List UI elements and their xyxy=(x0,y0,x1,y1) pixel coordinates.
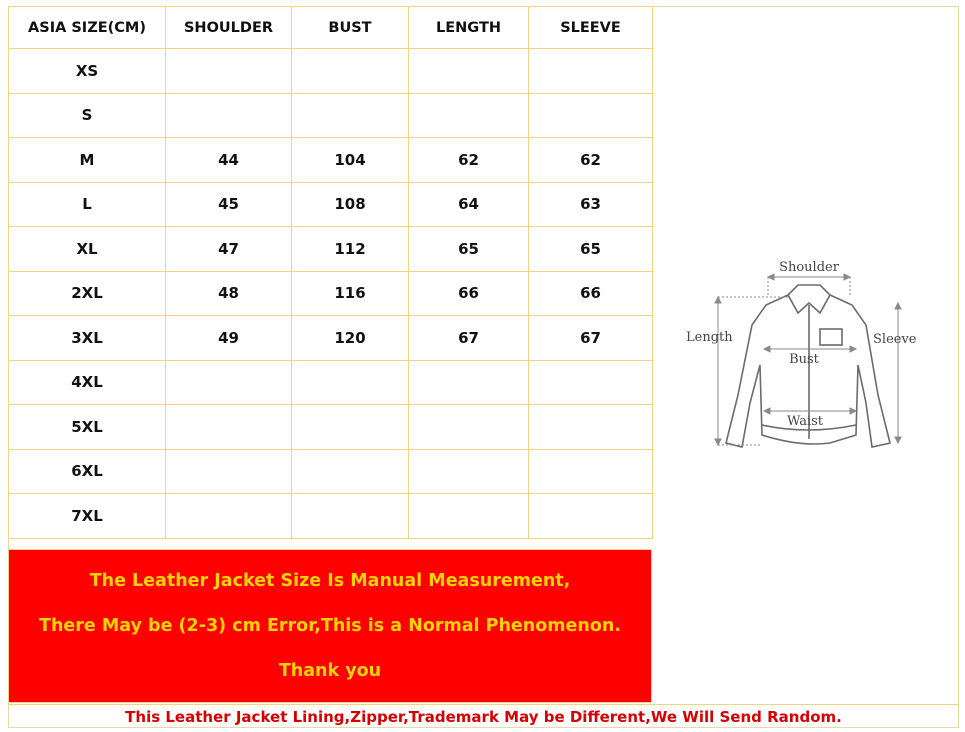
table-row xyxy=(9,93,653,138)
length-cell xyxy=(409,494,529,539)
table-row xyxy=(9,49,653,94)
bust-cell xyxy=(292,360,409,405)
size-cell: S xyxy=(9,93,166,138)
jacket-measurement-diagram xyxy=(670,225,950,510)
sleeve-cell: 66 xyxy=(529,271,653,316)
length-cell: 62 xyxy=(409,138,529,183)
table-header-row xyxy=(9,7,653,49)
sleeve-cell: 65 xyxy=(529,227,653,272)
sleeve-cell xyxy=(529,93,653,138)
sleeve-label: Sleeve xyxy=(873,332,917,347)
size-cell: M xyxy=(9,138,166,183)
bust-cell xyxy=(292,494,409,539)
length-cell xyxy=(409,405,529,450)
shoulder-cell xyxy=(166,449,292,494)
footer-disclaimer: This Leather Jacket Lining,Zipper,Trademark May be Different,We Will Send Random. xyxy=(8,704,959,729)
length-cell: 65 xyxy=(409,227,529,272)
table-row xyxy=(9,360,653,405)
shoulder-cell xyxy=(166,93,292,138)
shoulder-cell xyxy=(166,494,292,539)
size-cell: XS xyxy=(9,49,166,94)
header-shoulder: SHOULDER xyxy=(166,7,292,49)
sleeve-cell xyxy=(529,49,653,94)
bust-cell: 120 xyxy=(292,316,409,361)
table-row xyxy=(9,405,653,450)
size-cell: 4XL xyxy=(9,360,166,405)
notice-line-1: The Leather Jacket Size Is Manual Measurement, xyxy=(89,571,571,591)
length-cell xyxy=(409,360,529,405)
table-row xyxy=(9,494,653,539)
sleeve-cell xyxy=(529,449,653,494)
length-cell: 64 xyxy=(409,182,529,227)
sleeve-cell: 63 xyxy=(529,182,653,227)
bust-cell: 104 xyxy=(292,138,409,183)
shoulder-label: Shoulder xyxy=(779,260,839,275)
jacket-diagram-svg xyxy=(670,225,950,510)
size-cell: 6XL xyxy=(9,449,166,494)
size-cell: L xyxy=(9,182,166,227)
notice-line-2: There May be (2-3) cm Error,This is a Normal Phenomenon. xyxy=(39,616,621,636)
bust-cell xyxy=(292,49,409,94)
table-row xyxy=(9,449,653,494)
bust-cell: 116 xyxy=(292,271,409,316)
size-cell: 3XL xyxy=(9,316,166,361)
length-cell xyxy=(409,49,529,94)
shoulder-cell: 49 xyxy=(166,316,292,361)
size-cell: XL xyxy=(9,227,166,272)
header-bust: BUST xyxy=(292,7,409,49)
shoulder-cell: 45 xyxy=(166,182,292,227)
shoulder-cell: 47 xyxy=(166,227,292,272)
size-cell: 5XL xyxy=(9,405,166,450)
length-cell xyxy=(409,449,529,494)
header-length: LENGTH xyxy=(409,7,529,49)
sleeve-cell xyxy=(529,494,653,539)
size-cell: 2XL xyxy=(9,271,166,316)
table-row xyxy=(9,271,653,316)
bust-cell: 112 xyxy=(292,227,409,272)
sleeve-cell xyxy=(529,360,653,405)
shoulder-cell: 48 xyxy=(166,271,292,316)
shoulder-cell: 44 xyxy=(166,138,292,183)
header-size: ASIA SIZE(CM) xyxy=(9,7,166,49)
table-row xyxy=(9,182,653,227)
table-row xyxy=(9,316,653,361)
shoulder-cell xyxy=(166,405,292,450)
sleeve-cell xyxy=(529,405,653,450)
bust-label: Bust xyxy=(789,352,819,367)
size-cell: 7XL xyxy=(9,494,166,539)
bust-cell xyxy=(292,93,409,138)
sleeve-cell: 67 xyxy=(529,316,653,361)
bust-cell xyxy=(292,449,409,494)
measurement-notice xyxy=(8,549,652,703)
shoulder-cell xyxy=(166,360,292,405)
sleeve-cell: 62 xyxy=(529,138,653,183)
shoulder-cell xyxy=(166,49,292,94)
notice-line-3: Thank you xyxy=(278,661,382,681)
bust-cell xyxy=(292,405,409,450)
size-chart-table xyxy=(8,6,653,539)
length-cell xyxy=(409,93,529,138)
table-row xyxy=(9,138,653,183)
length-cell: 67 xyxy=(409,316,529,361)
waist-label: Waist xyxy=(786,414,824,429)
bust-cell: 108 xyxy=(292,182,409,227)
length-label: Length xyxy=(686,330,733,345)
length-cell: 66 xyxy=(409,271,529,316)
table-row xyxy=(9,227,653,272)
header-sleeve: SLEEVE xyxy=(529,7,653,49)
